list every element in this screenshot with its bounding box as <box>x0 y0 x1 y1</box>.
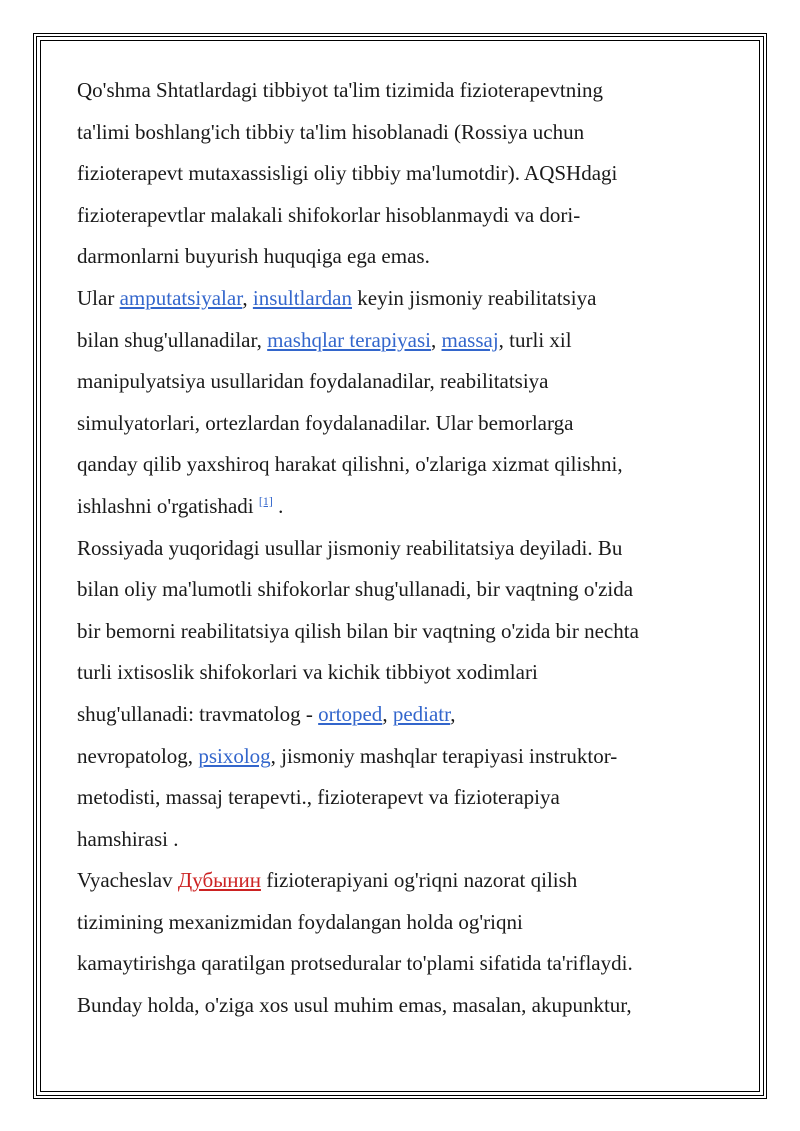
link-psixolog[interactable]: psixolog <box>198 743 271 768</box>
text-line: manipulyatsiya usullaridan foydalanadilar, reabilitatsiya <box>77 369 549 394</box>
text-fragment: , turli xil <box>498 327 572 352</box>
link-massaj[interactable]: massaj <box>441 327 499 352</box>
text-fragment: , <box>431 327 442 352</box>
text-fragment: bilan shug'ullanadilar, <box>77 327 268 352</box>
text-line <box>77 278 737 320</box>
text-fragment: shug'ullanadi: travmatolog - <box>77 701 319 726</box>
link-dubynin[interactable]: Дубынин <box>177 868 261 893</box>
link-amputatsiyalar[interactable]: amputatsiyalar <box>119 285 243 310</box>
text-line: Rossiyada yuqoridagi usullar jismoniy reabilitatsiya deyiladi. Bu <box>77 535 623 560</box>
text-line: fizioterapevtlar malakali shifokorlar hisoblanmaydi va dori- <box>77 202 581 227</box>
reference-superscript <box>259 494 273 508</box>
text-fragment: fizioterapiyani og'riqni nazorat qilish <box>260 868 578 893</box>
paragraph-3 <box>77 528 737 861</box>
link-pediatr[interactable]: pediatr <box>392 701 451 726</box>
text-fragment: ishlashni o'rgatishadi <box>77 493 259 518</box>
text-line <box>77 736 737 778</box>
text-fragment: nevropatolog, <box>77 743 199 768</box>
link-ortoped[interactable]: ortoped <box>318 701 383 726</box>
reference-link-1[interactable]: [1] <box>258 493 273 508</box>
text-line: bir bemorni reabilitatsiya qilish bilan bir vaqtning o'zida bir nechta <box>77 618 639 643</box>
text-line: ta'limi boshlang'ich tibbiy ta'lim hisoblanadi (Rossiya uchun <box>77 119 585 144</box>
paragraph-1 <box>77 70 737 278</box>
document-body <box>77 70 737 1027</box>
text-line: bilan oliy ma'lumotli shifokorlar shug'ullanadi, bir vaqtning o'zida <box>77 577 634 602</box>
text-line: qanday qilib yaxshiroq harakat qilishni, o'zlariga xizmat qilishni, <box>77 452 623 477</box>
text-fragment: Vyacheslav <box>77 868 178 893</box>
text-fragment: keyin jismoniy reabilitatsiya <box>352 285 597 310</box>
link-mashqlar-terapiyasi[interactable]: mashqlar terapiyasi <box>267 327 432 352</box>
text-line <box>77 694 737 736</box>
paragraph-4 <box>77 860 737 1026</box>
text-fragment: , <box>382 701 393 726</box>
text-line <box>77 860 737 902</box>
text-line <box>77 486 737 528</box>
text-fragment: , <box>450 701 456 726</box>
text-fragment: , jismoniy mashqlar terapiyasi instruktor- <box>270 743 618 768</box>
link-insultlardan[interactable]: insultlardan <box>252 285 353 310</box>
text-line: Bunday holda, o'ziga xos usul muhim emas, masalan, akupunktur, <box>77 993 632 1018</box>
text-line: turli ixtisoslik shifokorlari va kichik tibbiyot xodimlari <box>77 660 538 685</box>
text-line: kamaytirishga qaratilgan protseduralar to'plami sifatida ta'riflaydi. <box>77 951 633 976</box>
text-line: metodisti, massaj terapevti., fizioterapevt va fizioterapiya <box>77 785 560 810</box>
text-fragment: , <box>242 285 253 310</box>
paragraph-2 <box>77 278 737 528</box>
text-fragment: Ular <box>77 285 120 310</box>
text-line: simulyatorlari, ortezlardan foydalanadilar. Ular bemorlarga <box>77 410 574 435</box>
text-line <box>77 320 737 362</box>
text-line: tizimining mexanizmidan foydalangan holda og'riqni <box>77 909 523 934</box>
text-line: hamshirasi . <box>77 826 179 851</box>
text-line: darmonlarni buyurish huquqiga ega emas. <box>77 244 430 269</box>
text-line: Qo'shma Shtatlardagi tibbiyot ta'lim tizimida fizioterapevtning <box>77 78 604 102</box>
text-fragment: . <box>272 493 284 518</box>
text-line: fizioterapevt mutaxassisligi oliy tibbiy ma'lumotdir). AQSHdagi <box>77 161 618 186</box>
